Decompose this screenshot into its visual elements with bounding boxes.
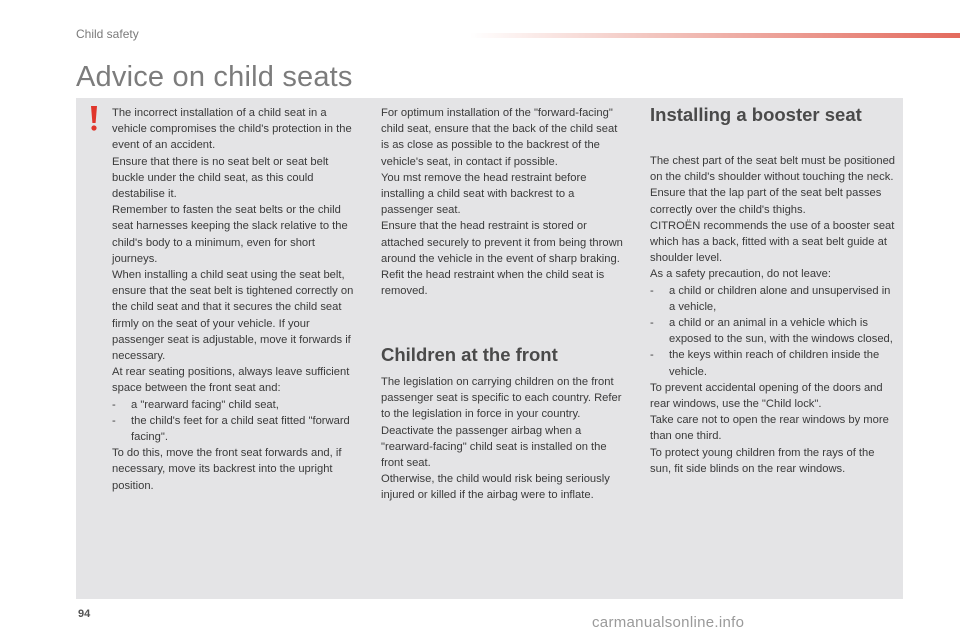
heading-children-front: Children at the front [381, 344, 558, 365]
paragraph: You mst remove the head restraint before installing a child seat with backrest to a passenger seat. [381, 171, 587, 217]
paragraph: Remember to fasten the seat belts or the child seat harnesses keeping the slack relative to the child's body to a minimum, even for short journeys. [112, 204, 348, 265]
paragraph: As a safety precaution, do not leave: [650, 268, 831, 281]
page-number: 94 [78, 608, 91, 620]
paragraph: Deactivate the passenger airbag when a "rearward-facing" child seat is installed on the front seat. [381, 424, 607, 470]
paragraph: Ensure that the lap part of the seat belt passes correctly over the child's thighs. [650, 187, 882, 216]
header-rule [470, 33, 960, 38]
paragraph: At rear seating positions, always leave sufficient space between the front seat and: [112, 366, 350, 395]
watermark: carmanualsonline.info [592, 614, 745, 631]
paragraph: To prevent accidental opening of the doors and rear windows, use the "Child lock". [650, 381, 883, 411]
paragraph: CITROËN recommends the use of a booster seat which has a back, fitted with a seat belt guide at shoulder level. [650, 219, 895, 265]
exclamation-icon [87, 104, 101, 132]
paragraph: The chest part of the seat belt must be positioned on the child's shoulder without touching the neck. [650, 155, 896, 184]
page-title: Advice on child seats [76, 61, 353, 93]
list-item: - a child or children alone and unsupervised in a vehicle, [650, 284, 891, 313]
list-item: - the keys within reach of children inside the vehicle. [650, 349, 880, 378]
booster-seat-text [650, 153, 898, 477]
section-label: Child safety [76, 27, 139, 41]
paragraph: Ensure that there is no seat belt or seat belt buckle under the child seat, as this could destabilise it. [112, 155, 329, 201]
paragraph: To protect young children from the rays of the sun, fit side blinds on the rear windows. [650, 446, 875, 475]
paragraph: When installing a child seat using the seat belt, ensure that the seat belt is tightened correctly on the child seat and that it secures the child seat firmly on the seat of your vehicle. If your passenger seat is adjustable, move it forwards if necessary. [112, 269, 354, 363]
paragraph: The incorrect installation of a child seat in a vehicle compromises the child's protection in the event of an accident. [112, 107, 352, 152]
paragraph: To do this, move the front seat forwards and, if necessary, move its backrest into the upright position. [112, 447, 342, 492]
warning-text-column [112, 105, 360, 494]
paragraph: Otherwise, the child would risk being seriously injured or killed if the airbag were to inflate. [381, 473, 610, 502]
list-item: - the child's feet for a child seat fitted "forward facing". [112, 414, 350, 444]
children-front-text [381, 374, 626, 504]
paragraph: Take care not to open the rear windows by more than one third. [650, 414, 889, 443]
paragraph: Ensure that the head restraint is stored or attached securely to prevent it from being thrown around the vehicle in the event of sharp braking. Refit the head restraint when the child seat is removed. [381, 220, 623, 298]
paragraph: The legislation on carrying children on the front passenger seat is specific to each country. Refer to the legislation in force in your country. [381, 376, 622, 421]
heading-booster-seat: Installing a booster seat [650, 104, 862, 125]
list-item: - a child or an animal in a vehicle which is exposed to the sun, with the windows closed, [650, 317, 893, 346]
head-restraint-column [381, 105, 626, 299]
paragraph: For optimum installation of the "forward-facing" child seat, ensure that the back of the child seat is as close as possible to the backrest of the vehicle's seat, in contact if possible. [381, 107, 618, 168]
list-item: - a "rearward facing" child seat, [112, 398, 279, 411]
